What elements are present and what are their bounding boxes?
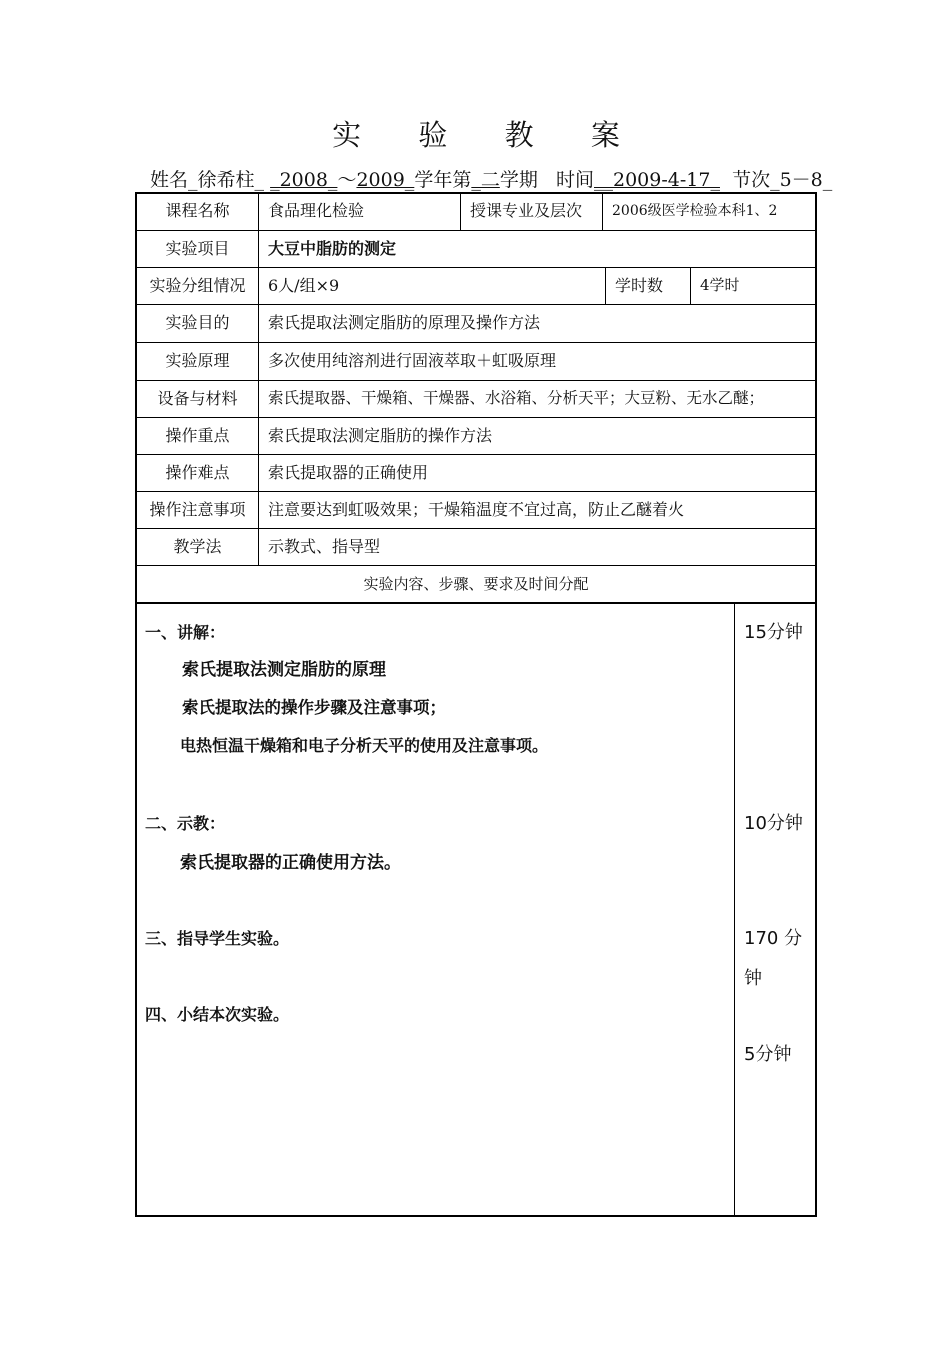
section-1-line-3: 电热恒温干燥箱和电子分析天平的使用及注意事项。 [180,736,549,755]
equipment-label: 设备与材料 [157,389,238,408]
major-value: 2006级医学检验本科1、2 [612,203,778,219]
row-divider [135,565,817,566]
time-section-1: 15分钟 [744,622,803,643]
period: _5－8_ [770,169,833,191]
course-value: 食品理化检验 [268,201,365,220]
principle-value: 多次使用纯溶剂进行固液萃取＋虹吸原理 [268,351,557,370]
column-divider [734,602,735,1217]
purpose-label: 实验目的 [165,313,230,332]
method-label: 教学法 [173,537,222,556]
group-value: 6人/组×9 [268,276,340,295]
year-start: _2008_ [270,169,338,191]
notes-label: 操作注意事项 [149,500,246,519]
project-label: 实验项目 [165,239,230,258]
section-1-title: 一、讲解： [145,623,226,642]
date: __2009-4-17_ [594,169,720,191]
semester-label: 学期 [499,169,538,191]
course-label: 课程名称 [165,201,230,220]
year-separator: ～ [337,169,357,191]
group-label: 实验分组情况 [149,276,246,295]
time-section-3: 170 分 [744,928,803,949]
hours-label: 学时数 [615,276,664,295]
row-divider [135,454,817,455]
section-2-line-1: 索氏提取器的正确使用方法。 [180,853,401,873]
year-end: 2009_ [356,169,415,191]
difficulty-label: 操作难点 [165,463,230,482]
teacher-name: 徐希柱 [197,169,255,191]
time-section-3-cont: 钟 [744,968,762,989]
time-section-2: 10分钟 [744,813,803,834]
row-divider [135,342,817,343]
notes-value: 注意要达到虹吸效果；干燥箱温度不宜过高，防止乙醚着火 [268,500,685,519]
key-label: 操作重点 [165,426,230,445]
page-title: 实 验 教 案 [332,118,644,152]
hours-value: 4学时 [700,276,740,294]
row-divider [135,417,817,418]
column-divider [690,267,691,304]
key-value: 索氏提取法测定脂肪的操作方法 [268,426,493,445]
column-divider [258,192,259,565]
difficulty-value: 索氏提取器的正确使用 [268,463,429,482]
row-divider [135,230,817,231]
row-divider [135,304,817,305]
column-divider [605,267,606,304]
year-label: 学年第 [414,169,472,191]
purpose-value: 索氏提取法测定脂肪的原理及操作方法 [268,313,541,332]
period-label: 节次 [732,169,771,191]
section-3-title: 三、指导学生实验。 [145,929,290,948]
column-divider [602,192,603,230]
column-divider [460,192,461,230]
section-2-title: 二、示教： [145,814,226,833]
semester: _二 [471,169,500,191]
time-label: 时间 [555,169,594,191]
method-value: 示教式、指导型 [268,537,381,556]
name-underline: _ [254,169,271,191]
row-divider [135,380,817,381]
row-divider [135,267,817,268]
row-divider [135,491,817,492]
equipment-value: 索氏提取器、干燥箱、干燥器、水浴箱、分析天平；大豆粉、无水乙醚； [268,389,765,407]
section-1-line-2: 索氏提取法的操作步骤及注意事项； [182,698,446,717]
section-4-title: 四、小结本次实验。 [145,1005,290,1024]
project-value: 大豆中脂肪的测定 [268,239,397,258]
header-info-line [150,165,832,192]
major-label: 授课专业及层次 [470,201,583,220]
row-divider [135,528,817,529]
row-divider [135,602,817,604]
time-section-4: 5分钟 [744,1044,792,1065]
section-1-line-1: 索氏提取法测定脂肪的原理 [182,660,386,680]
name-label: 姓名_ [150,169,198,191]
principle-label: 实验原理 [165,351,230,370]
section-header: 实验内容、步骤、要求及时间分配 [363,575,589,593]
